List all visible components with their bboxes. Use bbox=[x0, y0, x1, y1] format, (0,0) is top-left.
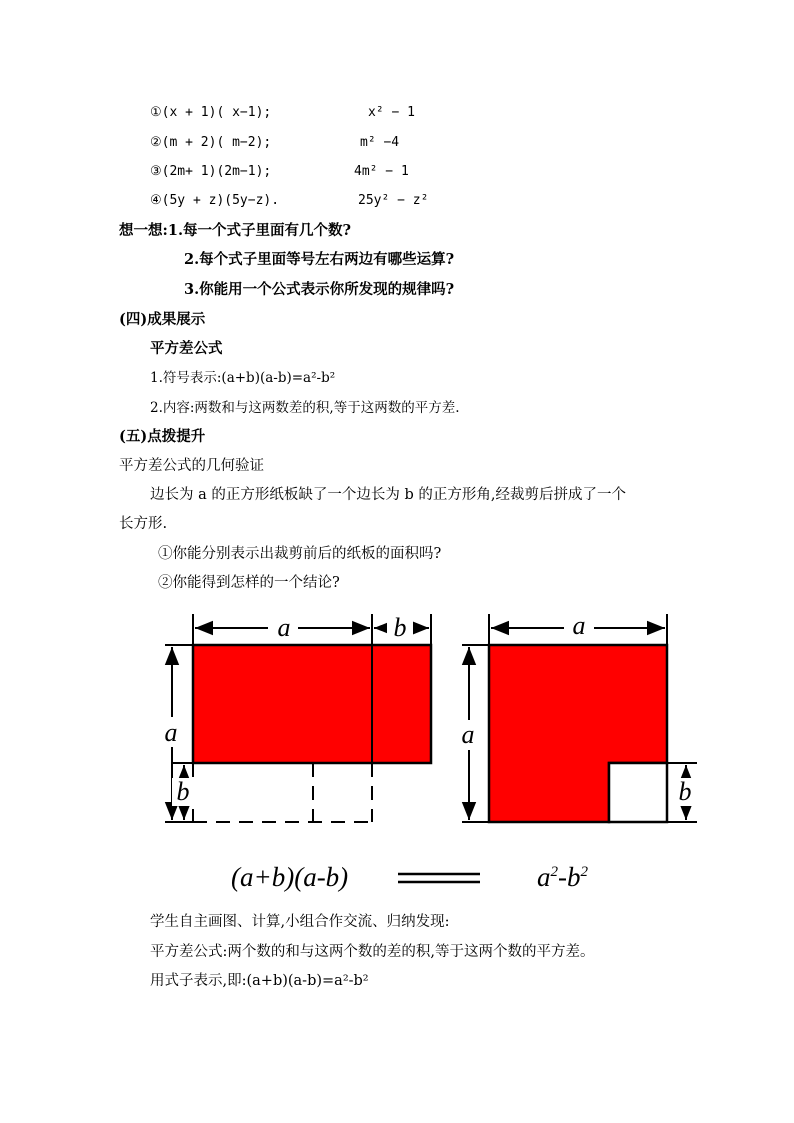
think-label: 想一想: bbox=[119, 222, 168, 239]
think-question-1: 1.每一个式子里面有几个数? bbox=[167, 222, 351, 239]
paragraph-line-2: 长方形. bbox=[119, 516, 168, 532]
example-4-left: ④(5y + z)(5y−z). bbox=[150, 193, 280, 208]
right-missing-square bbox=[609, 763, 667, 822]
left-side-a-label: a bbox=[164, 718, 178, 747]
content-statement: 2.内容:两数和与这两数差的积,等于这两数的平方差. bbox=[150, 400, 460, 416]
left-top-b-label: b bbox=[393, 613, 407, 642]
left-side-b-label: b bbox=[176, 777, 190, 806]
conclusion-line-1: 学生自主画图、计算,小组合作交流、归纳发现: bbox=[150, 914, 450, 930]
formula-left: (a+b)(a-b) bbox=[231, 862, 349, 892]
formula-right-exp1: 2 bbox=[550, 864, 558, 880]
example-3-left: ③(2m+ 1)(2m−1); bbox=[150, 164, 272, 179]
left-top-a-label: a bbox=[277, 613, 291, 642]
right-side-b-label: b bbox=[678, 777, 692, 806]
example-1-right: x² − 1 bbox=[368, 105, 415, 120]
example-2-left: ②(m + 2)( m−2); bbox=[150, 135, 272, 150]
formula-name: 平方差公式 bbox=[150, 340, 223, 357]
right-side-a-label: a bbox=[461, 720, 475, 749]
left-dashed-cut bbox=[193, 763, 372, 822]
formula-right-a: a bbox=[537, 862, 551, 892]
left-red-rectangle bbox=[193, 645, 431, 763]
think-q1 bbox=[119, 221, 351, 241]
think-question-2: 2.每个式子里面等号左右两边有哪些运算? bbox=[184, 251, 455, 268]
paragraph-line-1: 边长为 a 的正方形纸板缺了一个边长为 b 的正方形角,经裁剪后拼成了一个 bbox=[150, 487, 626, 503]
question-1: ①你能分别表示出裁剪前后的纸板的面积吗? bbox=[158, 546, 442, 562]
section-5-heading: (五)点拨提升 bbox=[119, 428, 206, 445]
example-4-right: 25y² − z² bbox=[358, 193, 429, 208]
right-figure bbox=[455, 611, 699, 822]
formula-right-exp2: 2 bbox=[580, 864, 588, 880]
think-question-3: 3.你能用一个公式表示你所发现的规律吗? bbox=[184, 281, 455, 298]
right-top-a-label: a bbox=[572, 611, 586, 640]
example-1-left: ①(x + 1)( x−1); bbox=[150, 105, 272, 120]
formula-right-minus-b: -b bbox=[558, 862, 581, 892]
conclusion-line-2: 平方差公式:两个数的和与这两个数的差的积,等于这两个数的平方差。 bbox=[150, 944, 595, 960]
conclusion-line-3: 用式子表示,即:(a+b)(a-b)=a²-b² bbox=[150, 973, 369, 989]
figure-formula bbox=[231, 862, 589, 892]
section-4-heading: (四)成果展示 bbox=[119, 311, 206, 328]
geometry-figure bbox=[0, 600, 794, 900]
left-figure bbox=[158, 613, 431, 822]
symbol-representation: 1.符号表示:(a+b)(a-b)=a²-b² bbox=[150, 370, 336, 386]
geometry-subtitle: 平方差公式的几何验证 bbox=[119, 458, 264, 474]
example-2-right: m² −4 bbox=[360, 135, 400, 150]
formula-right bbox=[537, 862, 589, 892]
example-3-right: 4m² − 1 bbox=[354, 164, 409, 179]
question-2: ②你能得到怎样的一个结论? bbox=[158, 575, 340, 591]
